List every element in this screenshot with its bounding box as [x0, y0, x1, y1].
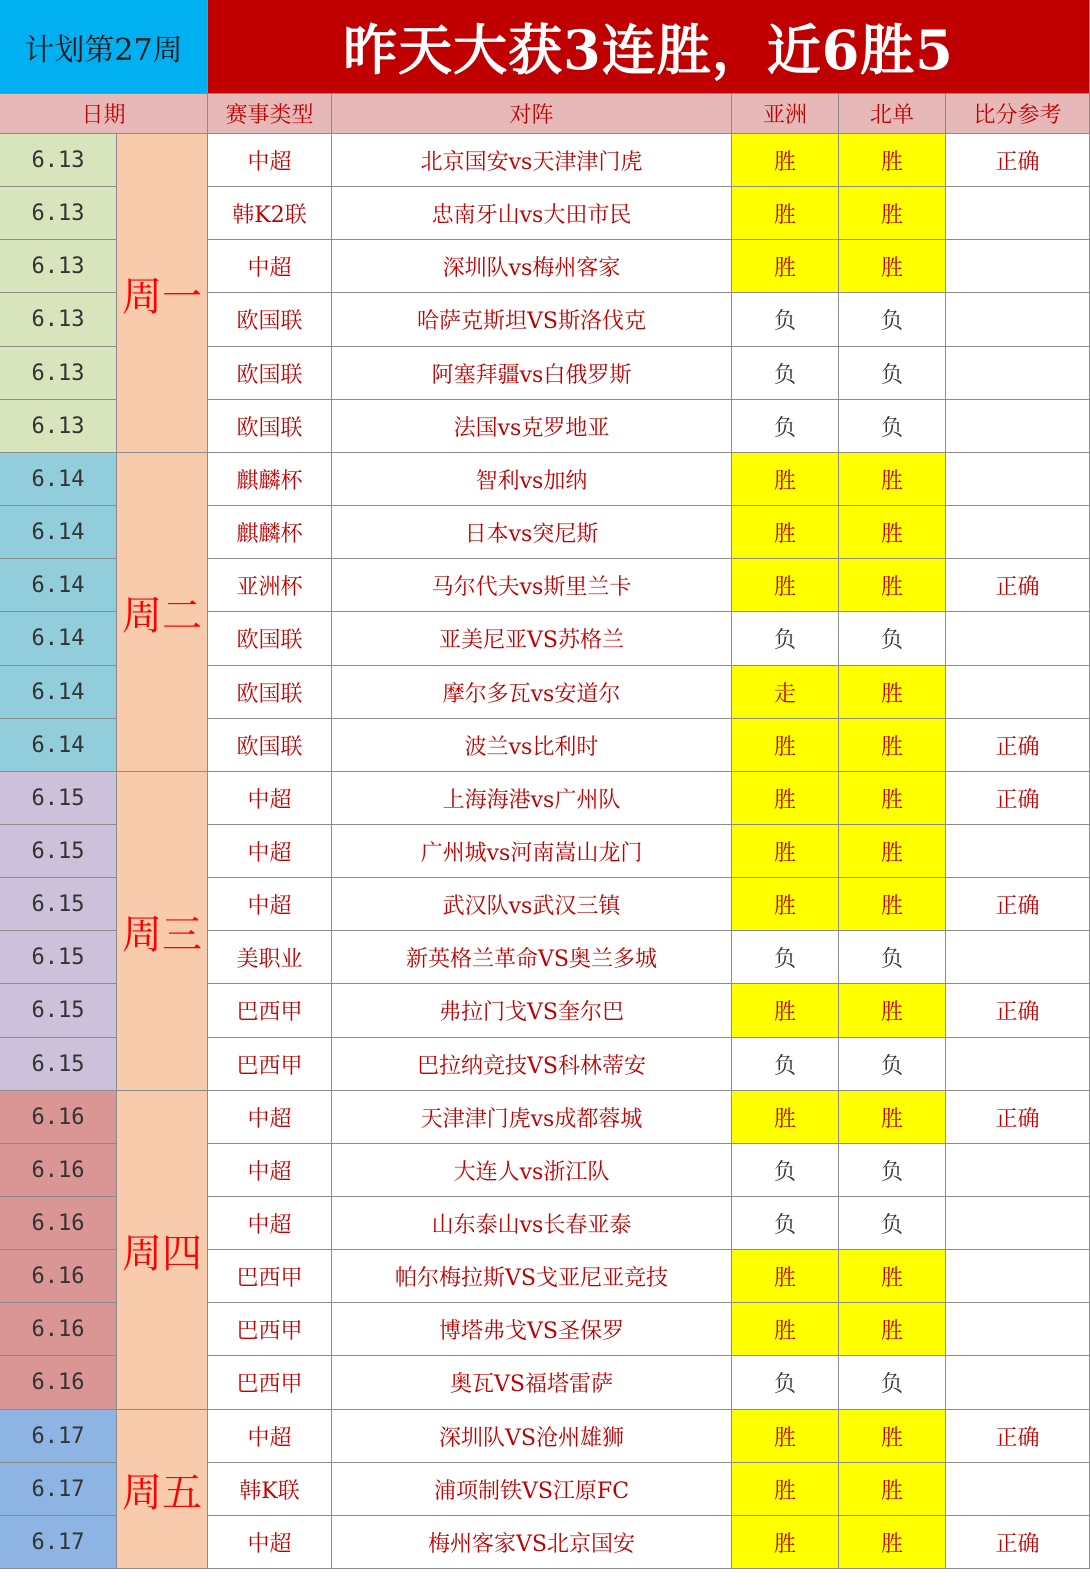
league-type-cell: 中超: [208, 1091, 332, 1144]
score-ref-cell: [946, 1356, 1090, 1410]
match-cell: 帕尔梅拉斯VS戈亚尼亚竞技: [332, 1250, 732, 1303]
asia-result-cell: 胜: [732, 772, 839, 825]
match-cell: 法国vs克罗地亚: [332, 400, 732, 453]
league-type-cell: 欧国联: [208, 293, 332, 347]
asia-result-cell: 胜: [732, 719, 839, 772]
col-header-match: 对阵: [332, 94, 732, 134]
match-cell: 阿塞拜疆vs白俄罗斯: [332, 347, 732, 400]
score-ref-cell: [946, 612, 1090, 666]
score-ref-cell: 正确: [946, 134, 1090, 187]
headline-banner: 昨天大获3连胜，近6胜5: [208, 0, 1090, 94]
score-ref-cell: [946, 347, 1090, 400]
match-cell: 上海海港vs广州队: [332, 772, 732, 825]
league-type-cell: 巴西甲: [208, 1038, 332, 1091]
league-type-cell: 中超: [208, 1516, 332, 1569]
asia-result-cell: 负: [732, 1144, 839, 1197]
score-ref-cell: [946, 187, 1090, 240]
score-ref-cell: 正确: [946, 1091, 1090, 1144]
league-type-cell: 麒麟杯: [208, 453, 332, 506]
col-header-bd: 北单: [839, 94, 946, 134]
asia-result-cell: 胜: [732, 506, 839, 559]
date-cell: 6.13: [0, 187, 117, 240]
bd-result-cell: 胜: [839, 825, 946, 878]
bd-result-cell: 负: [839, 1197, 946, 1250]
match-cell: 波兰vs比利时: [332, 719, 732, 772]
score-ref-cell: [946, 240, 1090, 293]
match-cell: 新英格兰革命VS奥兰多城: [332, 931, 732, 984]
match-cell: 博塔弗戈VS圣保罗: [332, 1303, 732, 1356]
bd-result-cell: 胜: [839, 1250, 946, 1303]
col-header-type: 赛事类型: [208, 94, 332, 134]
date-cell: 6.14: [0, 506, 117, 559]
asia-result-cell: 胜: [732, 1410, 839, 1463]
score-ref-cell: 正确: [946, 1410, 1090, 1463]
league-type-cell: 巴西甲: [208, 1303, 332, 1356]
league-type-cell: 中超: [208, 772, 332, 825]
date-cell: 6.15: [0, 984, 117, 1038]
match-cell: 山东泰山vs长春亚泰: [332, 1197, 732, 1250]
date-cell: 6.16: [0, 1356, 117, 1410]
bd-result-cell: 负: [839, 1356, 946, 1410]
score-ref-cell: 正确: [946, 984, 1090, 1038]
bd-result-cell: 负: [839, 612, 946, 666]
asia-result-cell: 胜: [732, 453, 839, 506]
date-cell: 6.15: [0, 825, 117, 878]
plan-week-label: 计划第27周: [0, 0, 208, 94]
score-ref-cell: [946, 293, 1090, 347]
match-cell: 天津津门虎vs成都蓉城: [332, 1091, 732, 1144]
match-cell: 弗拉门戈VS奎尔巴: [332, 984, 732, 1038]
match-cell: 广州城vs河南嵩山龙门: [332, 825, 732, 878]
asia-result-cell: 负: [732, 1038, 839, 1091]
asia-result-cell: 胜: [732, 878, 839, 931]
score-ref-cell: [946, 666, 1090, 719]
bd-result-cell: 负: [839, 400, 946, 453]
bd-result-cell: 胜: [839, 1303, 946, 1356]
asia-result-cell: 负: [732, 1197, 839, 1250]
bd-result-cell: 胜: [839, 134, 946, 187]
bd-result-cell: 胜: [839, 187, 946, 240]
asia-result-cell: 负: [732, 612, 839, 666]
league-type-cell: 欧国联: [208, 612, 332, 666]
score-ref-cell: [946, 1144, 1090, 1197]
bd-result-cell: 胜: [839, 984, 946, 1038]
bd-result-cell: 胜: [839, 559, 946, 612]
match-cell: 哈萨克斯坦VS斯洛伐克: [332, 293, 732, 347]
bd-result-cell: 胜: [839, 240, 946, 293]
score-ref-cell: 正确: [946, 772, 1090, 825]
match-cell: 深圳队vs梅州客家: [332, 240, 732, 293]
league-type-cell: 巴西甲: [208, 984, 332, 1038]
league-type-cell: 中超: [208, 878, 332, 931]
asia-result-cell: 胜: [732, 134, 839, 187]
league-type-cell: 巴西甲: [208, 1250, 332, 1303]
date-cell: 6.15: [0, 878, 117, 931]
asia-result-cell: 胜: [732, 1250, 839, 1303]
match-cell: 忠南牙山vs大田市民: [332, 187, 732, 240]
date-cell: 6.14: [0, 453, 117, 506]
asia-result-cell: 胜: [732, 240, 839, 293]
league-type-cell: 麒麟杯: [208, 506, 332, 559]
asia-result-cell: 负: [732, 347, 839, 400]
score-ref-cell: [946, 1303, 1090, 1356]
weekday-label: 周一: [117, 134, 208, 453]
bd-result-cell: 胜: [839, 1091, 946, 1144]
date-cell: 6.16: [0, 1091, 117, 1144]
score-ref-cell: 正确: [946, 559, 1090, 612]
league-type-cell: 欧国联: [208, 400, 332, 453]
bd-result-cell: 胜: [839, 666, 946, 719]
match-cell: 摩尔多瓦vs安道尔: [332, 666, 732, 719]
league-type-cell: 中超: [208, 825, 332, 878]
score-ref-cell: 正确: [946, 719, 1090, 772]
league-type-cell: 美职业: [208, 931, 332, 984]
date-cell: 6.17: [0, 1516, 117, 1569]
date-cell: 6.16: [0, 1144, 117, 1197]
asia-result-cell: 负: [732, 293, 839, 347]
asia-result-cell: 负: [732, 1356, 839, 1410]
score-ref-cell: [946, 453, 1090, 506]
match-cell: 浦项制铁VS江原FC: [332, 1463, 732, 1516]
match-cell: 深圳队VS沧州雄狮: [332, 1410, 732, 1463]
asia-result-cell: 负: [732, 931, 839, 984]
match-cell: 智利vs加纳: [332, 453, 732, 506]
bd-result-cell: 胜: [839, 506, 946, 559]
match-cell: 武汉队vs武汉三镇: [332, 878, 732, 931]
asia-result-cell: 走: [732, 666, 839, 719]
weekday-label: 周五: [117, 1410, 208, 1569]
match-cell: 亚美尼亚VS苏格兰: [332, 612, 732, 666]
league-type-cell: 韩K2联: [208, 187, 332, 240]
match-cell: 梅州客家VS北京国安: [332, 1516, 732, 1569]
bd-result-cell: 胜: [839, 719, 946, 772]
league-type-cell: 欧国联: [208, 719, 332, 772]
asia-result-cell: 胜: [732, 559, 839, 612]
score-ref-cell: [946, 931, 1090, 984]
match-cell: 奥瓦VS福塔雷萨: [332, 1356, 732, 1410]
league-type-cell: 欧国联: [208, 347, 332, 400]
asia-result-cell: 胜: [732, 984, 839, 1038]
date-cell: 6.15: [0, 1038, 117, 1091]
date-cell: 6.16: [0, 1197, 117, 1250]
league-type-cell: 中超: [208, 1144, 332, 1197]
match-cell: 大连人vs浙江队: [332, 1144, 732, 1197]
score-ref-cell: [946, 1250, 1090, 1303]
date-cell: 6.14: [0, 559, 117, 612]
date-cell: 6.14: [0, 719, 117, 772]
score-ref-cell: [946, 506, 1090, 559]
league-type-cell: 中超: [208, 240, 332, 293]
date-cell: 6.16: [0, 1250, 117, 1303]
asia-result-cell: 胜: [732, 825, 839, 878]
league-type-cell: 亚洲杯: [208, 559, 332, 612]
league-type-cell: 欧国联: [208, 666, 332, 719]
date-cell: 6.14: [0, 666, 117, 719]
date-cell: 6.14: [0, 612, 117, 666]
bd-result-cell: 负: [839, 1144, 946, 1197]
score-ref-cell: [946, 825, 1090, 878]
asia-result-cell: 胜: [732, 187, 839, 240]
league-type-cell: 韩K联: [208, 1463, 332, 1516]
date-cell: 6.13: [0, 134, 117, 187]
weekday-label: 周四: [117, 1091, 208, 1410]
score-ref-cell: 正确: [946, 1516, 1090, 1569]
score-ref-cell: [946, 1038, 1090, 1091]
match-cell: 马尔代夫vs斯里兰卡: [332, 559, 732, 612]
asia-result-cell: 胜: [732, 1516, 839, 1569]
date-cell: 6.15: [0, 772, 117, 825]
date-cell: 6.15: [0, 931, 117, 984]
asia-result-cell: 胜: [732, 1091, 839, 1144]
date-cell: 6.17: [0, 1410, 117, 1463]
bd-result-cell: 负: [839, 1038, 946, 1091]
bd-result-cell: 负: [839, 347, 946, 400]
bd-result-cell: 胜: [839, 1516, 946, 1569]
score-ref-cell: [946, 400, 1090, 453]
bd-result-cell: 胜: [839, 878, 946, 931]
asia-result-cell: 胜: [732, 1463, 839, 1516]
asia-result-cell: 胜: [732, 1303, 839, 1356]
col-header-ref: 比分参考: [946, 94, 1090, 134]
score-ref-cell: [946, 1197, 1090, 1250]
league-type-cell: 中超: [208, 1410, 332, 1463]
date-cell: 6.13: [0, 240, 117, 293]
bd-result-cell: 胜: [839, 772, 946, 825]
col-header-asia: 亚洲: [732, 94, 839, 134]
bd-result-cell: 胜: [839, 1410, 946, 1463]
league-type-cell: 中超: [208, 134, 332, 187]
date-cell: 6.13: [0, 347, 117, 400]
match-cell: 日本vs突尼斯: [332, 506, 732, 559]
match-cell: 北京国安vs天津津门虎: [332, 134, 732, 187]
league-type-cell: 中超: [208, 1197, 332, 1250]
weekday-label: 周二: [117, 453, 208, 772]
asia-result-cell: 负: [732, 400, 839, 453]
bd-result-cell: 胜: [839, 1463, 946, 1516]
league-type-cell: 巴西甲: [208, 1356, 332, 1410]
bd-result-cell: 胜: [839, 453, 946, 506]
bd-result-cell: 负: [839, 293, 946, 347]
col-header-date: 日期: [0, 94, 208, 134]
date-cell: 6.13: [0, 293, 117, 347]
date-cell: 6.16: [0, 1303, 117, 1356]
score-ref-cell: [946, 1463, 1090, 1516]
date-cell: 6.17: [0, 1463, 117, 1516]
weekday-label: 周三: [117, 772, 208, 1091]
match-cell: 巴拉纳竞技VS科林蒂安: [332, 1038, 732, 1091]
score-ref-cell: 正确: [946, 878, 1090, 931]
date-cell: 6.13: [0, 400, 117, 453]
bd-result-cell: 负: [839, 931, 946, 984]
